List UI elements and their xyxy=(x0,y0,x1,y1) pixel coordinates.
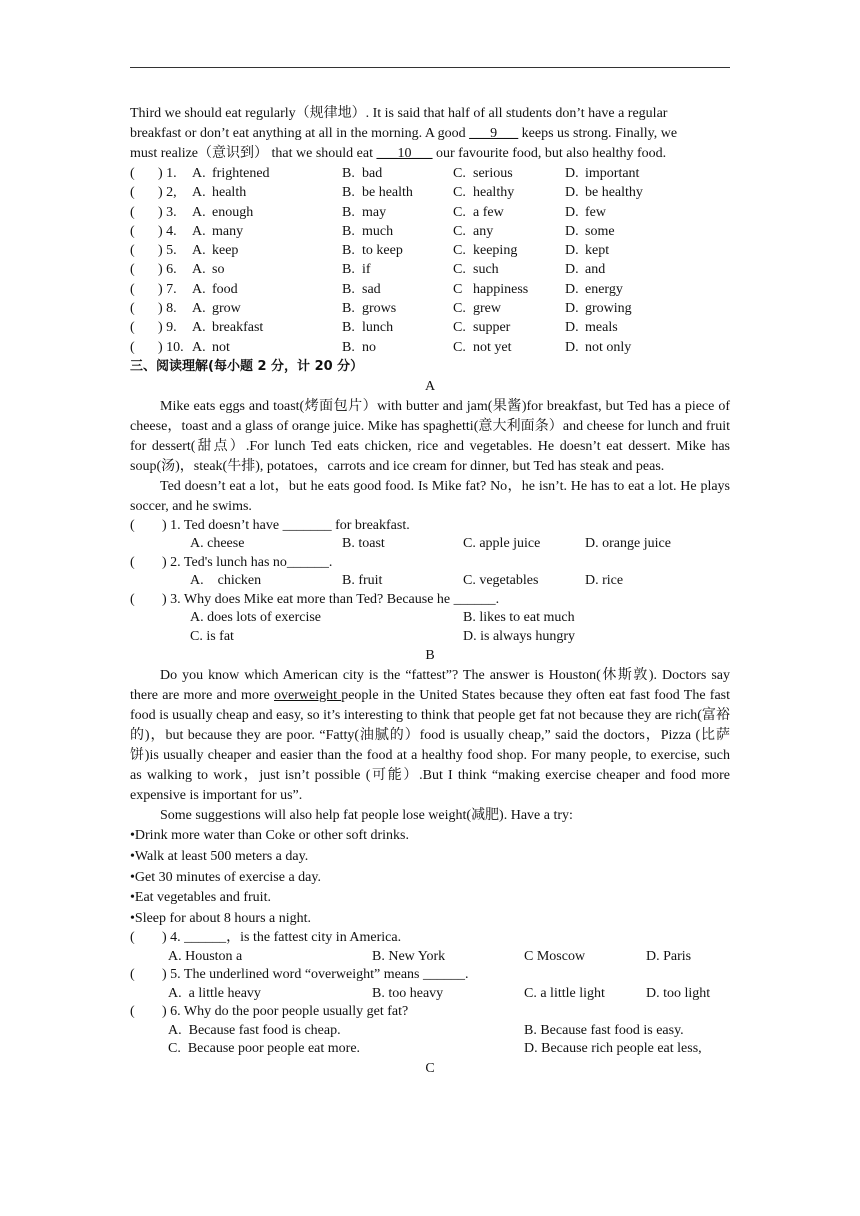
cloze-option-cell: D. xyxy=(565,166,579,181)
passage-b-paragraph-2: Some suggestions will also help fat people lose weight(减肥). Have a try: xyxy=(160,808,573,824)
cloze-option-cell: A. xyxy=(192,185,206,201)
cloze-option-cell: ) 4. xyxy=(158,223,177,239)
cloze-option-cell: happiness xyxy=(473,281,529,297)
blank-9: ___9___ xyxy=(469,126,519,141)
cloze-option-cell: health xyxy=(212,185,247,201)
cloze-option-cell: A. xyxy=(192,204,206,220)
question-3-options-row-1: A. does lots of exercise B. likes to eat much xyxy=(190,610,575,626)
passage-a-paragraph-1: Mike eats eggs and toast(烤面包片）with butter and jam(果酱)for breakfast, but Ted has a piece of cheese，toast and a glass of orange juice. Mike has spaghetti(意大利面条）and cheese for lunch and fruit for dessert(甜点）.For lunch Ted eats chicken, rice and vegetables. He doesn’t eat dessert. Mike has soup(汤)，steak(牛排), potatoes，carrots and ice cream for dinner, but Ted has steak and peas. xyxy=(130,398,730,474)
cloze-option-cell: enough xyxy=(212,204,254,220)
blank-10: ___10___ xyxy=(376,146,433,161)
cloze-option-cell: some xyxy=(585,223,615,239)
cloze-option-cell: keep xyxy=(212,243,239,259)
cloze-option-cell: important xyxy=(585,166,640,181)
cloze-option-cell: C. xyxy=(453,262,466,278)
cloze-option-cell: be healthy xyxy=(585,185,643,201)
cloze-option-cell: ) 7. xyxy=(158,281,177,297)
passage-b-label: B xyxy=(425,648,435,664)
cloze-option-cell: bad xyxy=(362,166,383,181)
cloze-option-cell: C. xyxy=(453,204,466,220)
cloze-option-row xyxy=(130,299,730,318)
cloze-option-cell: C. xyxy=(453,301,466,317)
cloze-options-table xyxy=(130,164,730,357)
cloze-option-cell: few xyxy=(585,204,606,220)
cloze-option-cell: any xyxy=(473,223,494,239)
intro-line-1: Third we should eat regularly（规律地）. It is said that half of all students don’t have a regular xyxy=(130,106,668,121)
cloze-option-cell: D. xyxy=(565,262,579,278)
cloze-option-cell: A. xyxy=(192,281,206,297)
document-body xyxy=(130,104,730,1079)
cloze-option-cell: C. xyxy=(453,243,466,259)
intro-line-2: breakfast or don’t eat anything at all in the morning. A good ___9___ keeps us strong. Finally, we xyxy=(130,126,678,141)
cloze-option-cell: C. xyxy=(453,339,466,355)
cloze-option-cell: to keep xyxy=(362,243,403,259)
question-1: ( ) 1. Ted doesn’t have _______ for breakfast. xyxy=(130,517,410,533)
cloze-option-cell: D. xyxy=(565,204,579,220)
passage-c-label: C xyxy=(425,1060,435,1076)
cloze-option-cell: A. xyxy=(192,243,206,259)
cloze-option-cell: ( xyxy=(130,204,135,220)
cloze-option-cell: D. xyxy=(565,223,579,239)
cloze-option-cell: sad xyxy=(362,281,381,297)
cloze-option-cell: B. xyxy=(342,281,355,297)
cloze-option-row xyxy=(130,241,730,260)
cloze-option-cell: ( xyxy=(130,166,135,181)
suggestion-item: •Drink more water than Coke or other soft drinks. xyxy=(130,828,410,844)
cloze-option-cell: lunch xyxy=(362,320,394,336)
cloze-option-row xyxy=(130,280,730,299)
cloze-option-cell: if xyxy=(362,262,371,278)
cloze-option-cell: C. xyxy=(453,166,466,181)
cloze-option-cell: B. xyxy=(342,185,355,201)
cloze-option-cell: such xyxy=(473,262,499,278)
cloze-option-cell: D. xyxy=(565,243,579,259)
cloze-option-cell: ( xyxy=(130,185,135,201)
cloze-option-cell: supper xyxy=(473,320,511,336)
suggestion-item: •Get 30 minutes of exercise a day. xyxy=(130,869,321,885)
cloze-option-cell: kept xyxy=(585,243,610,259)
cloze-option-cell: B. xyxy=(342,243,355,259)
cloze-option-cell: D. xyxy=(565,281,579,297)
cloze-option-cell: C. xyxy=(453,185,466,201)
cloze-option-cell: many xyxy=(212,223,244,239)
cloze-option-cell: ( xyxy=(130,243,135,259)
section-3-title: 三、阅读理解(每小题 2 分，计 20 分） xyxy=(130,358,364,374)
question-6: ( ) 6. Why do the poor people usually get fat? xyxy=(130,1004,409,1020)
cloze-option-cell: ( xyxy=(130,281,135,297)
cloze-option-cell: B. xyxy=(342,204,355,220)
cloze-option-cell: be health xyxy=(362,185,413,201)
cloze-option-cell: keeping xyxy=(473,243,518,259)
suggestion-item: •Sleep for about 8 hours a night. xyxy=(130,910,312,926)
cloze-option-row xyxy=(130,222,730,241)
question-2: ( ) 2. Ted's lunch has no______. xyxy=(130,554,333,570)
cloze-option-cell: grows xyxy=(362,301,397,317)
cloze-option-cell: ( xyxy=(130,339,135,355)
cloze-option-cell: no xyxy=(362,339,376,355)
cloze-option-cell: not yet xyxy=(473,339,512,355)
header-rule xyxy=(130,67,730,68)
cloze-option-cell: A. xyxy=(192,339,206,355)
cloze-option-cell: not xyxy=(212,339,230,355)
cloze-option-cell: B. xyxy=(342,166,355,181)
cloze-option-cell: ( xyxy=(130,301,135,317)
intro-line-3: must realize（意识到） that we should eat ___10___ our favourite food, but also healthy food. xyxy=(130,146,667,161)
cloze-option-cell: ) 8. xyxy=(158,301,177,317)
cloze-option-row xyxy=(130,183,730,202)
cloze-option-cell: growing xyxy=(585,301,632,317)
question-2-options: A. chicken B. fruit C. vegetables D. rice xyxy=(190,573,624,589)
cloze-option-cell: A. xyxy=(192,262,206,278)
cloze-option-cell: serious xyxy=(473,166,513,181)
cloze-option-cell: much xyxy=(362,223,394,239)
cloze-option-row xyxy=(130,260,730,279)
cloze-option-cell: A. xyxy=(192,301,206,317)
cloze-option-cell: ) 6. xyxy=(158,262,177,278)
cloze-option-cell: ( xyxy=(130,320,135,336)
cloze-option-cell: D. xyxy=(565,301,579,317)
cloze-option-cell: B. xyxy=(342,339,355,355)
cloze-option-cell: a few xyxy=(473,204,504,220)
cloze-option-cell: ) 3. xyxy=(158,204,177,220)
question-5-options: A. a little heavy B. too heavy C. a little light D. too light xyxy=(168,985,711,1001)
cloze-option-cell: A. xyxy=(192,223,206,239)
cloze-option-cell: A. xyxy=(192,320,206,336)
cloze-option-cell: not only xyxy=(585,339,632,355)
cloze-option-cell: meals xyxy=(585,320,618,336)
cloze-option-cell: grew xyxy=(473,301,501,317)
cloze-option-cell: ( xyxy=(130,262,135,278)
cloze-option-cell: ) 1. xyxy=(158,166,177,181)
cloze-option-cell: ) 5. xyxy=(158,243,177,259)
cloze-option-row xyxy=(130,164,730,183)
question-1-options: A. cheese B. toast C. apple juice D. orange juice xyxy=(190,536,671,552)
cloze-option-cell: food xyxy=(212,281,238,297)
question-3-options-row-2: C. is fat D. is always hungry xyxy=(190,628,575,644)
cloze-option-cell: D. xyxy=(565,320,579,336)
cloze-option-cell: ) 10. xyxy=(158,339,184,355)
cloze-option-cell: C. xyxy=(453,223,466,239)
cloze-option-row xyxy=(130,318,730,337)
suggestion-item: •Walk at least 500 meters a day. xyxy=(130,849,309,865)
cloze-option-cell: A. xyxy=(192,166,206,181)
cloze-option-cell: may xyxy=(362,204,387,220)
cloze-option-cell: C xyxy=(453,281,463,297)
question-3: ( ) 3. Why does Mike eat more than Ted? Because he ______. xyxy=(130,591,500,607)
cloze-option-cell: breakfast xyxy=(212,320,264,336)
cloze-option-cell: C. xyxy=(453,320,466,336)
question-5: ( ) 5. The underlined word “overweight” means ______. xyxy=(130,967,469,983)
question-6-options-row-2: C. Because poor people eat more. D. Because rich people eat less, xyxy=(168,1041,702,1057)
cloze-option-cell: healthy xyxy=(473,185,515,201)
question-6-options-row-1: A. Because fast food is cheap. B. Because fast food is easy. xyxy=(168,1022,684,1038)
passage-a-label: A xyxy=(424,378,436,394)
cloze-option-cell: B. xyxy=(342,320,355,336)
cloze-option-cell: ( xyxy=(130,223,135,239)
cloze-option-cell: energy xyxy=(585,281,623,297)
cloze-option-cell: B. xyxy=(342,223,355,239)
suggestion-item: •Eat vegetables and fruit. xyxy=(130,890,271,906)
cloze-option-cell: ) 2, xyxy=(158,185,177,201)
cloze-option-cell: and xyxy=(585,262,606,278)
cloze-option-cell: ) 9. xyxy=(158,320,177,336)
passage-a-paragraph-2: Ted doesn’t eat a lot，but he eats good food. Is Mike fat? No，he isn’t. He has to eat a lot. He plays soccer, and he swims. xyxy=(130,478,730,514)
cloze-option-cell: grow xyxy=(212,301,241,317)
cloze-passage-end xyxy=(130,104,730,164)
cloze-option-cell: D. xyxy=(565,339,579,355)
cloze-option-cell: B. xyxy=(342,262,355,278)
underlined-word: overweight xyxy=(274,688,342,704)
question-4-options: A. Houston a B. New York C Moscow D. Paris xyxy=(168,948,692,964)
cloze-option-cell: B. xyxy=(342,301,355,317)
passage-b-paragraph-1: Do you know which American city is the “fattest”? The answer is Houston(休斯敦). Doctors say there are more and more overweight people in the United States because they often eat fast food The fast food is usually cheap and easy, so it’s interesting to think that people get fat not because they are rich(富裕的)，but because they are poor. “Fatty(油腻的）food is usually cheap,” said the doctors，Pizza (比萨饼)is usually cheaper and easier than the food at a healthy food shop. For many people, to exercise, such as walking to work，just isn’t possible (可能）.But I think “making exercise cheaper and food more expensive is important for us”. xyxy=(130,668,730,804)
cloze-option-row xyxy=(130,203,730,222)
cloze-option-cell: frightened xyxy=(212,166,270,181)
cloze-option-row xyxy=(130,338,730,357)
cloze-option-cell: so xyxy=(212,262,225,278)
cloze-option-cell: D. xyxy=(565,185,579,201)
question-4: ( ) 4. ______，is the fattest city in America. xyxy=(130,930,402,946)
